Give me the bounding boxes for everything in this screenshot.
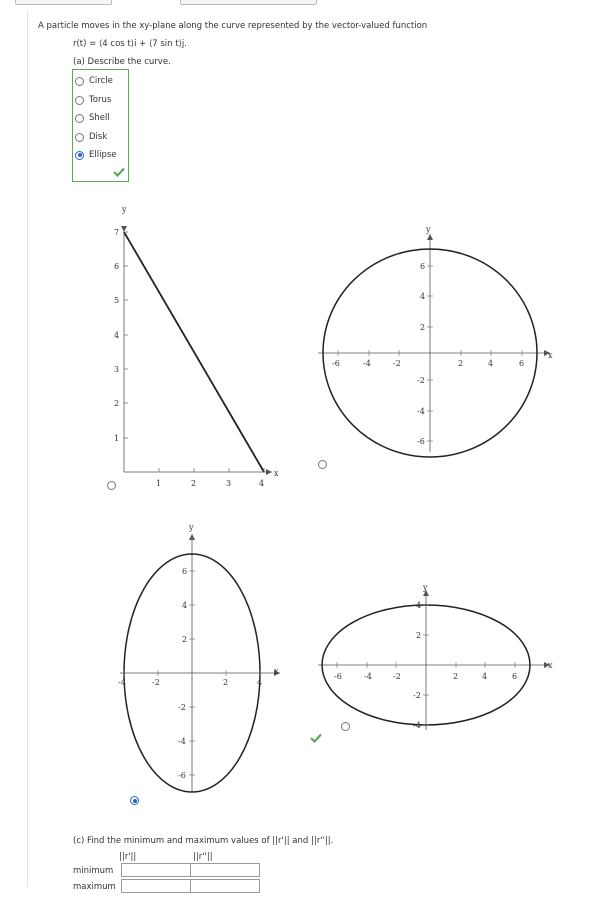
row-label-minimum: minimum: [73, 866, 114, 876]
checkmark-icon: [113, 167, 125, 177]
x-tick: 4: [259, 479, 265, 488]
y-tick: 2: [416, 631, 422, 640]
x-axis-label: x: [274, 469, 279, 478]
x-tick: -4: [363, 359, 371, 368]
row-label-maximum: maximum: [73, 882, 116, 892]
submit-answer-button[interactable]: [15, 0, 112, 5]
x-tick: -4: [118, 678, 126, 687]
checkmark-icon: [310, 733, 322, 743]
x-tick: 2: [458, 359, 464, 368]
y-tick: 4: [182, 601, 188, 610]
graph-tall-ellipse-radio[interactable]: [130, 796, 139, 805]
x-axis-label: x: [548, 661, 553, 670]
y-tick: 4: [114, 331, 120, 340]
circle-graph: [310, 220, 560, 460]
max-r-prime-input[interactable]: [121, 879, 191, 893]
y-axis-label: y: [122, 205, 127, 214]
option-label: Circle: [89, 76, 113, 86]
x-tick: -6: [334, 672, 342, 681]
wide-ellipse-graph: [310, 578, 560, 738]
graph-line-radio[interactable]: [107, 481, 116, 490]
option-disk[interactable]: [75, 131, 107, 143]
x-tick: 6: [519, 359, 525, 368]
y-tick: -2: [417, 376, 425, 385]
option-ellipse[interactable]: [75, 149, 117, 161]
x-axis-label: x: [548, 351, 553, 360]
x-tick: 4: [488, 359, 494, 368]
x-tick: 2: [191, 479, 197, 488]
top-toolbar: [0, 0, 603, 5]
y-tick: 2: [114, 399, 120, 408]
vector-function: r(t) = ⟨4 cos t⟩i + ⟨7 sin t⟩j.: [73, 39, 187, 49]
x-tick: 4: [482, 672, 488, 681]
option-circle[interactable]: [75, 75, 113, 87]
y-tick: -4: [413, 721, 421, 730]
y-tick: 3: [114, 365, 120, 374]
y-tick: 2: [420, 323, 426, 332]
question-frame: [27, 10, 28, 887]
option-label: Disk: [89, 132, 108, 142]
question-intro: A particle moves in the xy-plane along the curve represented by the vector-valued function: [38, 21, 428, 31]
option-label: Shell: [89, 113, 110, 123]
col-header-r-double-prime: ||r''||: [193, 852, 213, 862]
y-axis-label: y: [189, 523, 194, 532]
x-tick: 2: [453, 672, 459, 681]
y-tick: -6: [417, 437, 425, 446]
x-tick: 3: [226, 479, 232, 488]
x-tick: -6: [332, 359, 340, 368]
y-tick: 7: [114, 228, 120, 237]
y-tick: 1: [114, 434, 120, 443]
x-tick: 1: [156, 479, 162, 488]
y-tick: 5: [114, 296, 120, 305]
col-header-r-prime: ||r'||: [119, 852, 137, 862]
x-tick: -2: [152, 678, 160, 687]
radio-icon[interactable]: [75, 77, 84, 86]
radio-selected-icon[interactable]: [75, 151, 84, 160]
part-c-prompt: (c) Find the minimum and maximum values of ||r'|| and ||r''||.: [73, 836, 334, 846]
y-tick: -4: [417, 407, 425, 416]
y-tick: 6: [114, 262, 120, 271]
y-axis-label: y: [423, 583, 428, 592]
y-axis-label: y: [426, 225, 431, 234]
x-tick: 6: [512, 672, 518, 681]
y-tick: 2: [182, 635, 188, 644]
radio-icon[interactable]: [75, 114, 84, 123]
x-tick: 4: [257, 678, 263, 687]
radio-icon[interactable]: [75, 133, 84, 142]
x-axis-label: x: [274, 667, 279, 676]
y-tick: -6: [178, 771, 186, 780]
y-tick: -2: [178, 703, 186, 712]
min-r-double-prime-input[interactable]: [190, 863, 260, 877]
option-torus[interactable]: [75, 94, 111, 106]
min-r-prime-input[interactable]: [121, 863, 191, 877]
line-graph: [100, 200, 285, 495]
y-tick: -4: [178, 737, 186, 746]
y-tick: 6: [420, 262, 426, 271]
part-a-choices: [72, 69, 129, 182]
x-tick: -2: [393, 359, 401, 368]
part-a-prompt: (a) Describe the curve.: [73, 57, 171, 67]
option-shell[interactable]: [75, 112, 110, 124]
graph-circle-radio[interactable]: [318, 460, 327, 469]
radio-icon[interactable]: [75, 96, 84, 105]
x-tick: -4: [364, 672, 372, 681]
y-tick: 4: [416, 601, 422, 610]
option-label: Ellipse: [89, 150, 117, 160]
y-tick: -2: [413, 691, 421, 700]
tall-ellipse-graph: [112, 520, 292, 795]
option-label: Torus: [89, 95, 112, 105]
x-tick: 2: [223, 678, 229, 687]
x-tick: -2: [393, 672, 401, 681]
y-tick: 4: [420, 292, 426, 301]
previous-answers-button[interactable]: [180, 0, 317, 5]
y-tick: 6: [182, 567, 188, 576]
max-r-double-prime-input[interactable]: [190, 879, 260, 893]
